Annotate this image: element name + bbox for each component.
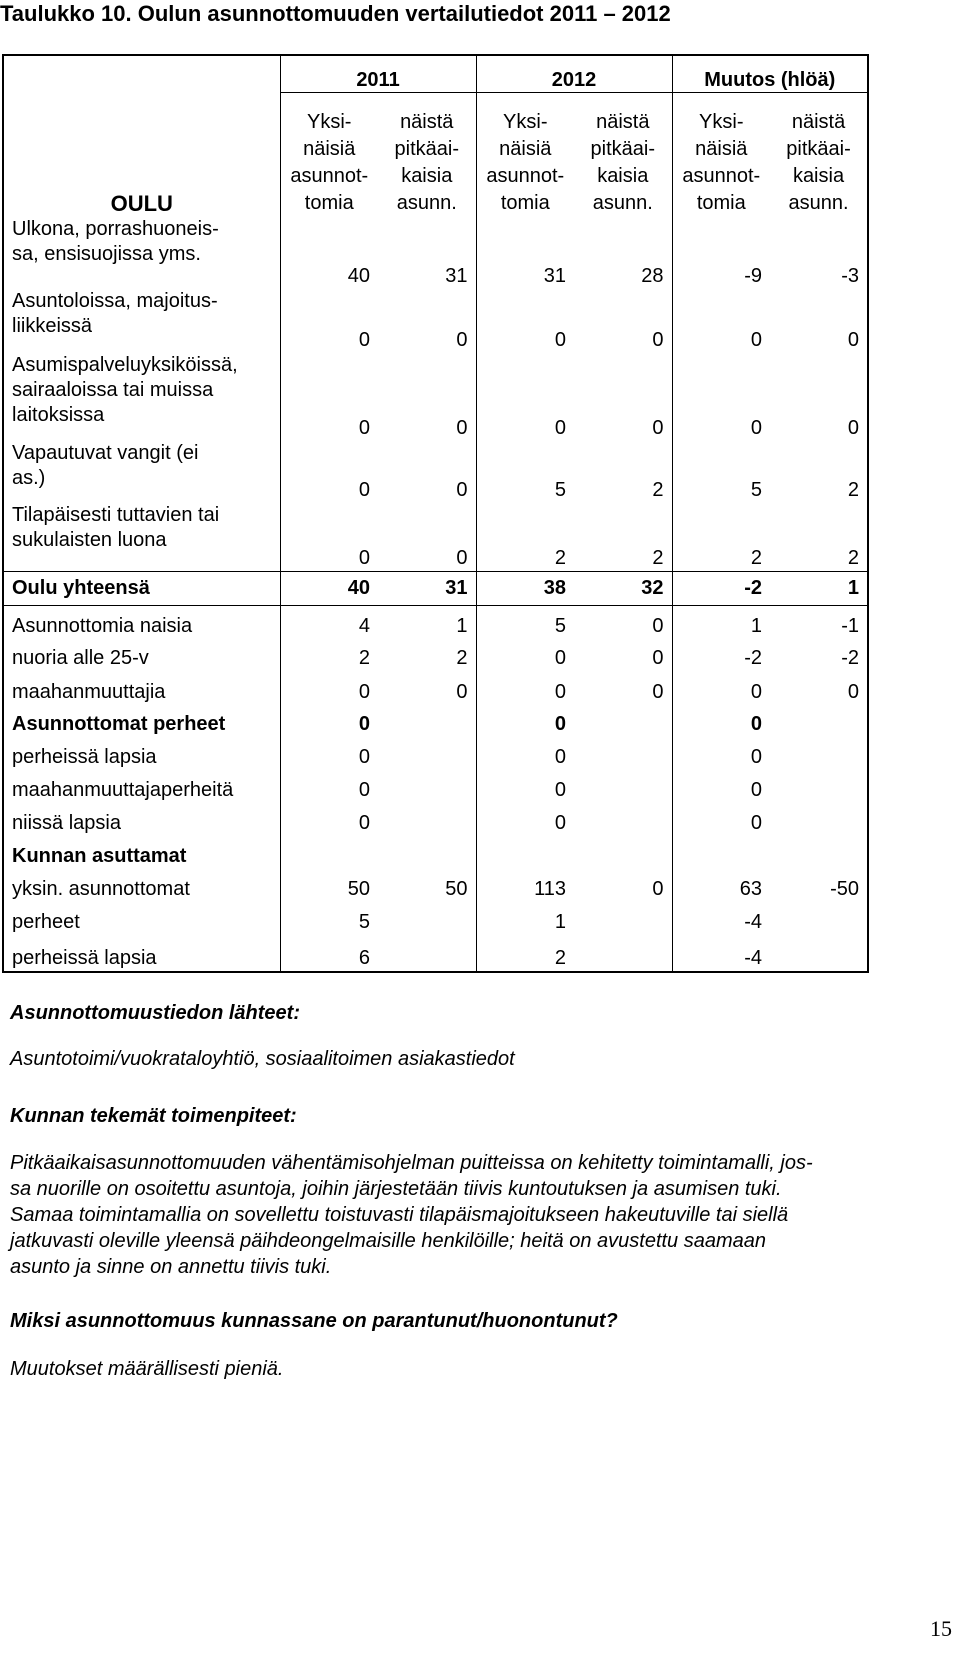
table-cell: 0 <box>476 353 574 441</box>
row-label <box>3 639 280 671</box>
table-cell: 28 <box>641 265 664 287</box>
row-label-line: niissä lapsia <box>12 812 121 834</box>
table-cell: 0 <box>280 803 378 836</box>
column-header-line: asunnot- <box>682 165 761 187</box>
table-cell: 0 <box>847 329 860 351</box>
table-cell: 2 <box>476 503 574 571</box>
table-row <box>3 217 868 289</box>
table-cell: 0 <box>672 705 770 737</box>
table-row <box>3 441 868 503</box>
table-cell: 6 <box>280 935 378 972</box>
row-label-line: Asuntoloissa, majoitus- <box>12 290 218 312</box>
table-cell: 31 <box>445 265 468 287</box>
table-cell: 0 <box>456 681 468 703</box>
column-header <box>280 93 378 218</box>
table-cell <box>378 836 476 869</box>
row-label-line: perheet <box>12 911 80 933</box>
row-label <box>3 770 280 803</box>
row-label-line: Asunnottomat perheet <box>12 713 226 735</box>
column-header <box>476 93 574 218</box>
row-label-line: Vapautuvat vangit (ei <box>12 442 199 464</box>
column-header-line: asunn. <box>788 192 849 214</box>
column-header-line: asunnot- <box>486 165 565 187</box>
section-text-line: Samaa toimintamallia on sovellettu toistuvasti tilapäismajoitukseen hakeutuville tai siellä <box>10 1204 789 1226</box>
column-header-line: asunn. <box>592 192 653 214</box>
table-cell <box>378 705 476 737</box>
table-row <box>3 836 868 869</box>
section-text-line: Muutokset määrällisesti pieniä. <box>10 1358 284 1380</box>
row-label-line: liikkeissä <box>12 315 93 337</box>
row-label <box>3 353 280 441</box>
table-cell: 0 <box>280 503 378 571</box>
column-header-line: asunnot- <box>290 165 369 187</box>
row-label-line: as.) <box>12 467 46 489</box>
table-row <box>3 671 868 705</box>
table-cell: -2 <box>672 639 770 671</box>
row-label <box>3 503 280 571</box>
table-cell: 40 <box>280 571 378 605</box>
table-cell: 0 <box>456 546 468 569</box>
section-text-line: jatkuvasti oleville yleensä päihdeongelmaisille henkilöille; heitä on avustettu saamaan <box>10 1230 767 1252</box>
table-cell: -1 <box>841 615 860 637</box>
table-cell: -4 <box>672 935 770 972</box>
row-label <box>3 803 280 836</box>
row-label-line: Asunnottomia naisia <box>12 615 193 637</box>
column-header-line: näistä <box>400 111 454 133</box>
table-cell: 2 <box>456 647 468 669</box>
table-cell: 0 <box>476 770 574 803</box>
table-cell: 2 <box>847 479 860 501</box>
comparison-table <box>2 54 869 973</box>
row-label-line: sukulaisten luona <box>12 529 167 551</box>
row-label <box>3 441 280 503</box>
table-cell: 63 <box>672 869 770 902</box>
table-cell: -2 <box>672 571 770 605</box>
row-label-line: yksin. asunnottomat <box>12 878 190 900</box>
table-cell: 50 <box>280 869 378 902</box>
corner-label: OULU <box>3 55 280 217</box>
section-heading: Asunnottomuustiedon lähteet: <box>10 1002 300 1024</box>
table-row <box>3 869 868 902</box>
row-label <box>3 705 280 737</box>
table-cell: -9 <box>672 217 770 289</box>
table-cell: 0 <box>847 417 860 439</box>
column-header-line: Yksi- <box>699 111 744 133</box>
table-cell: 0 <box>280 671 378 705</box>
table-cell: 0 <box>476 705 574 737</box>
table-cell: 0 <box>672 289 770 353</box>
column-header-line: näistä <box>596 111 650 133</box>
table-cell <box>770 737 868 770</box>
section-text-line: Pitkäaikaisasunnottomuuden vähentämisohjelman puitteissa on kehitetty toimintamalli, jos- <box>10 1152 813 1174</box>
table-cell <box>476 836 574 869</box>
table-cell <box>378 770 476 803</box>
table-cell: 0 <box>652 681 664 703</box>
row-label <box>3 836 280 869</box>
table-cell: 113 <box>476 869 574 902</box>
column-header-line: Yksi- <box>503 111 548 133</box>
table-cell <box>574 803 672 836</box>
row-label <box>3 935 280 972</box>
table-cell: 1 <box>456 615 468 637</box>
row-label-line: nuoria alle 25-v <box>12 647 149 669</box>
table-cell: 50 <box>445 878 468 900</box>
table-cell: -2 <box>841 647 860 669</box>
table-cell: 5 <box>476 441 574 503</box>
table-cell: 2 <box>652 479 664 501</box>
table-cell: 0 <box>280 289 378 353</box>
row-label-line: Kunnan asuttamat <box>12 845 187 867</box>
section-heading: Kunnan tekemät toimenpiteet: <box>10 1105 297 1127</box>
table-cell: 0 <box>280 353 378 441</box>
row-label-line: Tilapäisesti tuttavien tai <box>12 504 220 526</box>
table-cell <box>770 705 868 737</box>
column-header-line: näisiä <box>303 138 356 160</box>
column-header-line: tomia <box>696 192 746 214</box>
section-text-line: asunto ja sinne on annettu tiivis tuki. <box>10 1256 332 1278</box>
table-cell: 40 <box>280 217 378 289</box>
table-cell: 0 <box>476 289 574 353</box>
table-cell: 0 <box>847 681 860 703</box>
row-label-line: perheissä lapsia <box>12 746 157 768</box>
table-cell: -3 <box>841 265 860 287</box>
table-cell: 38 <box>476 571 574 605</box>
table-row <box>3 353 868 441</box>
table-cell: 0 <box>652 615 664 637</box>
table-cell: 0 <box>280 441 378 503</box>
table-cell: 0 <box>652 647 664 669</box>
page-number: 15 <box>930 1616 952 1641</box>
table-cell: 0 <box>652 878 664 900</box>
section-text-line: Asuntotoimi/vuokrataloyhtiö, sosiaalitoimen asiakastiedot <box>10 1048 515 1070</box>
column-header-line: kaisia <box>792 165 845 187</box>
table-cell <box>280 836 378 869</box>
table-row <box>3 289 868 353</box>
table-row <box>3 503 868 571</box>
row-label-line: perheissä lapsia <box>12 947 157 969</box>
table-cell: 5 <box>672 441 770 503</box>
row-label-line: sa, ensisuojissa yms. <box>12 243 201 265</box>
table-row <box>3 605 868 639</box>
table-cell <box>770 803 868 836</box>
table-cell: 0 <box>672 671 770 705</box>
row-label <box>3 737 280 770</box>
table-cell: 0 <box>476 803 574 836</box>
column-header-line: näisiä <box>695 138 748 160</box>
row-label-line: Oulu yhteensä <box>12 576 150 599</box>
table-cell <box>770 836 868 869</box>
table-cell <box>574 836 672 869</box>
table-cell <box>574 902 672 935</box>
table-cell: 0 <box>476 639 574 671</box>
table-cell: 0 <box>456 329 468 351</box>
table-cell: 31 <box>476 217 574 289</box>
table-cell: 1 <box>476 902 574 935</box>
column-header-line: asunn. <box>396 192 457 214</box>
table-cell: 0 <box>476 671 574 705</box>
table-row <box>3 571 868 605</box>
row-label-line: maahanmuuttajaperheitä <box>12 779 234 801</box>
row-label <box>3 289 280 353</box>
table-cell: 0 <box>672 770 770 803</box>
column-header <box>378 93 476 218</box>
row-label <box>3 605 280 639</box>
section-heading: Miksi asunnottomuus kunnassane on parantunut/huonontunut? <box>10 1310 618 1332</box>
table-cell: 0 <box>672 737 770 770</box>
table-cell: 4 <box>280 605 378 639</box>
table-cell: -50 <box>830 878 860 900</box>
table-cell <box>672 836 770 869</box>
table-cell: -4 <box>672 902 770 935</box>
column-header-line: kaisia <box>401 165 453 187</box>
table-cell <box>378 902 476 935</box>
table-cell: 32 <box>574 571 672 605</box>
table-cell: 2 <box>280 639 378 671</box>
row-label-line: sairaaloissa tai muissa <box>12 379 214 401</box>
row-label <box>3 869 280 902</box>
table-cell <box>770 770 868 803</box>
section-text-line: sa nuorille on osoitettu asuntoja, joihin järjestetään tiivis kuntoutuksen ja asumisen tuki. <box>10 1178 782 1200</box>
table-cell: 2 <box>672 503 770 571</box>
table-cell: 31 <box>378 571 476 605</box>
table-cell: 0 <box>280 770 378 803</box>
table-cell: 0 <box>280 737 378 770</box>
table-cell <box>574 935 672 972</box>
table-cell: 2 <box>847 546 860 569</box>
row-label <box>3 571 280 605</box>
table-cell: 2 <box>476 935 574 972</box>
column-header <box>574 93 672 218</box>
column-header <box>770 93 868 218</box>
table-cell: 2 <box>652 546 664 569</box>
column-header-line: pitkäai- <box>590 138 655 160</box>
table-cell: 5 <box>280 902 378 935</box>
column-header-line: pitkäai- <box>786 138 851 160</box>
table-cell: 0 <box>280 705 378 737</box>
table-cell <box>378 737 476 770</box>
row-label <box>3 902 280 935</box>
row-label-line: Ulkona, porrashuoneis- <box>12 218 219 240</box>
table-cell: 5 <box>476 605 574 639</box>
table-cell <box>574 770 672 803</box>
table-row <box>3 737 868 770</box>
column-header-line: kaisia <box>597 165 649 187</box>
table-title: Taulukko 10. Oulun asunnottomuuden vertailutiedot 2011 – 2012 <box>0 1 671 26</box>
year-header-2011: 2011 <box>280 55 476 93</box>
row-label-line: laitoksissa <box>12 404 105 426</box>
table-cell: 0 <box>456 479 468 501</box>
column-header <box>672 93 770 218</box>
row-label-line: Asumispalveluyksiköissä, <box>12 354 238 376</box>
table-row <box>3 935 868 972</box>
column-header-line: näistä <box>791 111 846 133</box>
table-cell: 1 <box>770 571 868 605</box>
table-cell <box>574 705 672 737</box>
table-cell: 1 <box>672 605 770 639</box>
year-header-2012: 2012 <box>476 55 672 93</box>
row-label-line: maahanmuuttajia <box>12 681 166 703</box>
table-cell: 0 <box>652 329 664 351</box>
table-row <box>3 902 868 935</box>
table-cell: 0 <box>476 737 574 770</box>
column-header-line: tomia <box>500 192 550 214</box>
column-header-line: pitkäai- <box>394 138 459 160</box>
table-row <box>3 770 868 803</box>
table-cell <box>378 803 476 836</box>
table-row <box>3 639 868 671</box>
column-header-line: tomia <box>304 192 354 214</box>
table-cell <box>770 902 868 935</box>
table-row <box>3 803 868 836</box>
table-cell <box>574 737 672 770</box>
row-label <box>3 217 280 289</box>
table-cell <box>378 935 476 972</box>
table-cell: 0 <box>652 417 664 439</box>
column-header-line: näisiä <box>499 138 552 160</box>
table-row <box>3 705 868 737</box>
table-cell: 0 <box>672 353 770 441</box>
column-header-line: Yksi- <box>307 111 352 133</box>
table-cell: 0 <box>456 417 468 439</box>
row-label <box>3 671 280 705</box>
year-header-change: Muutos (hlöä) <box>672 55 868 93</box>
table-cell <box>770 935 868 972</box>
table-cell: 0 <box>672 803 770 836</box>
